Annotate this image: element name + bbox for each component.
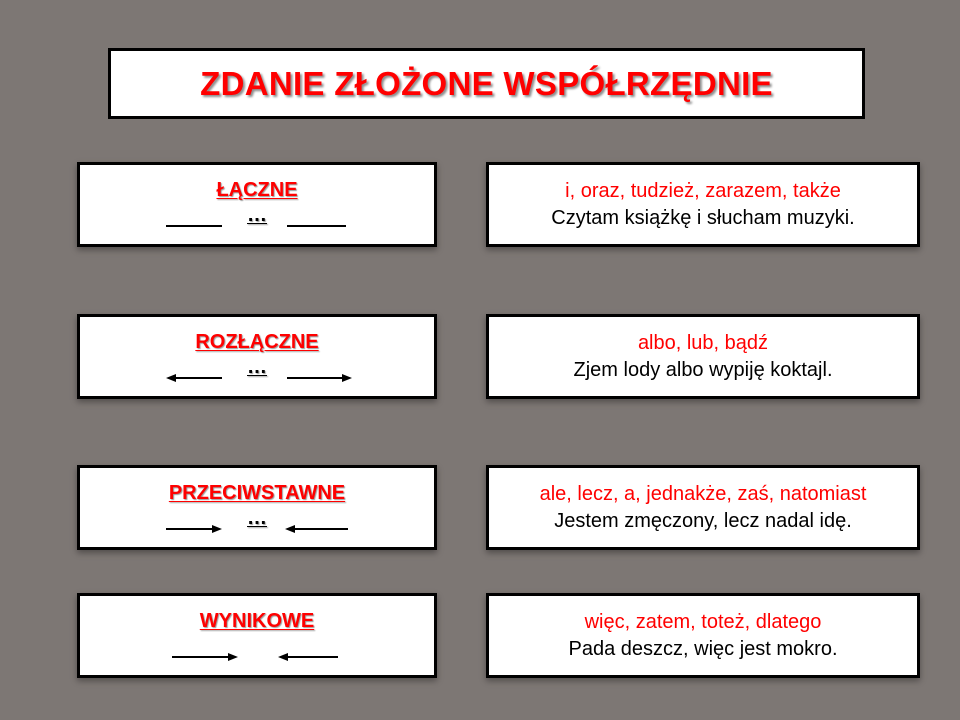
- type-label: PRZECIWSTAWNE: [168, 482, 346, 504]
- ellipsis: …: [247, 356, 267, 378]
- leftward-arrows-icon: [80, 596, 434, 675]
- conjunctions-text: więc, zatem, toteż, dlatego: [584, 610, 822, 633]
- ellipsis: …: [247, 507, 267, 529]
- row-przeciwstawne-info-box: [486, 465, 920, 550]
- conjunctions-text: ale, lecz, a, jednakże, zaś, natomiast: [539, 482, 867, 505]
- row-rozlaczne-type-box: [77, 314, 437, 399]
- conjunctions-text: i, oraz, tudzież, zarazem, także: [565, 179, 841, 202]
- diagram-title: ZDANIE ZŁOŻONE WSPÓŁRZĘDNIE: [200, 64, 773, 102]
- example-sentence: Czytam książkę i słucham muzyki.: [551, 206, 855, 229]
- row-laczne-info-box: [486, 162, 920, 247]
- example-sentence: Pada deszcz, więc jest mokro.: [568, 637, 838, 660]
- example-sentence: Zjem lody albo wypiję koktajl.: [573, 358, 833, 381]
- row-laczne-type-box: [77, 162, 437, 247]
- ellipsis: …: [247, 204, 267, 226]
- title-box: [108, 48, 865, 119]
- type-label: ŁĄCZNE: [216, 179, 298, 201]
- type-label: WYNIKOWE: [199, 610, 315, 632]
- conjunctions-text: albo, lub, bądź: [637, 331, 769, 354]
- example-sentence: Jestem zmęczony, lecz nadal idę.: [554, 509, 852, 532]
- row-wynikowe-type-box: [77, 593, 437, 678]
- row-rozlaczne-info-box: [486, 314, 920, 399]
- row-wynikowe-info-box: [486, 593, 920, 678]
- row-przeciwstawne-type-box: [77, 465, 437, 550]
- type-label: ROZŁĄCZNE: [195, 331, 319, 353]
